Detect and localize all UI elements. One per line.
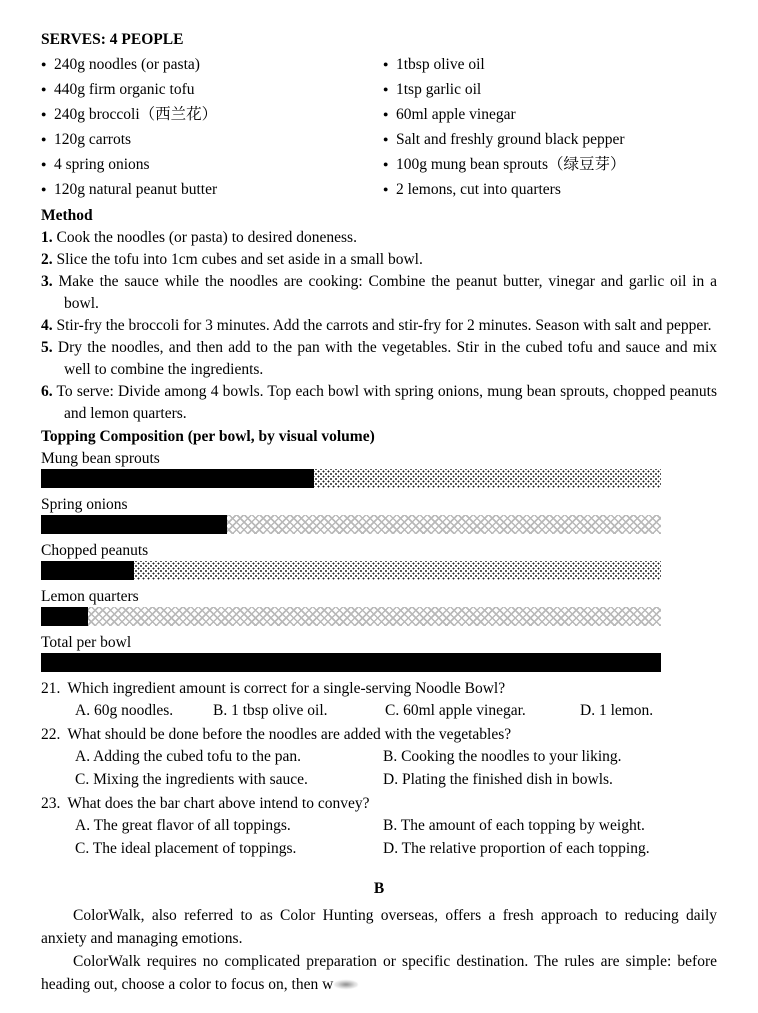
list-item	[41, 128, 383, 153]
method-step	[41, 315, 717, 337]
ingredient-text: 4 spring onions	[54, 156, 150, 173]
question-number: 21.	[41, 680, 61, 697]
option-b: B. The amount of each topping by weight.	[383, 817, 645, 834]
step-number: 1.	[41, 229, 53, 246]
bullet-icon: ●	[41, 159, 47, 169]
option-c: C. 60ml apple vinegar.	[385, 702, 526, 719]
question-text-line	[41, 793, 717, 815]
question-text-line	[41, 678, 717, 700]
list-item	[383, 53, 717, 78]
list-item	[41, 78, 383, 103]
bar-fill	[41, 653, 661, 672]
step-number: 4.	[41, 317, 53, 334]
bar-label: Lemon quarters	[41, 588, 139, 605]
bar-track	[41, 653, 661, 672]
step-number: 6.	[41, 383, 53, 400]
step-number: 5.	[41, 339, 53, 356]
options-grid	[41, 746, 717, 791]
bar-label: Mung bean sprouts	[41, 450, 160, 467]
bar-track	[41, 515, 661, 534]
list-item	[383, 178, 717, 203]
option-c: C. Mixing the ingredients with sauce.	[75, 770, 308, 788]
question-text: Which ingredient amount is correct for a single-serving Noodle Bowl?	[67, 680, 506, 697]
bar-track	[41, 607, 661, 626]
paragraph-text: ColorWalk requires no complicated preparation or specific destination. The rules are simple: before heading out, choose a color to focus on, then w	[41, 953, 717, 993]
ingredient-text: 120g natural peanut butter	[54, 181, 218, 198]
question-21	[41, 678, 717, 722]
section-b-paragraph	[41, 950, 717, 996]
section-b-paragraph: ColorWalk, also referred to as Color Hunting overseas, offers a fresh approach to reducing daily anxiety and managing emotions.	[41, 907, 717, 947]
list-item	[41, 178, 383, 203]
step-text: Stir-fry the broccoli for 3 minutes. Add the carrots and stir-fry for 2 minutes. Season with salt and pepper.	[56, 317, 712, 334]
option-d: D. The relative proportion of each topping.	[383, 839, 650, 857]
question-text-line	[41, 724, 717, 746]
method-step	[41, 227, 717, 249]
bar-label: Spring onions	[41, 496, 128, 513]
step-text: To serve: Divide among 4 bowls. Top each bowl with spring onions, mung bean sprouts, chopped peanuts and lemon quarters.	[56, 383, 717, 422]
list-item	[383, 78, 717, 103]
ingredients-column-left	[41, 53, 383, 203]
bullet-icon: ●	[383, 84, 389, 94]
option-a: A. Adding the cubed tofu to the pan.	[75, 748, 301, 765]
question-number: 23.	[41, 795, 61, 812]
bullet-icon: ●	[383, 59, 389, 69]
option-b: B. 1 tbsp olive oil.	[213, 702, 328, 719]
method-step	[41, 271, 717, 315]
list-item	[383, 153, 717, 178]
bar-fill	[41, 561, 134, 580]
bullet-icon: ●	[41, 134, 47, 144]
ingredients-column-right	[383, 53, 717, 203]
section-b-heading: B	[373, 880, 385, 897]
bar-fill	[41, 469, 314, 488]
ingredients-list	[41, 53, 717, 203]
ingredient-text: 2 lemons, cut into quarters	[396, 181, 561, 198]
bullet-icon: ●	[41, 184, 47, 194]
question-text: What does the bar chart above intend to convey?	[67, 795, 370, 812]
step-number: 2.	[41, 251, 53, 268]
ingredient-text: 1tsp garlic oil	[396, 81, 482, 98]
list-item	[41, 103, 383, 128]
options-row	[41, 700, 717, 722]
step-text: Make the sauce while the noodles are cooking: Combine the peanut butter, vinegar and garlic oil in a bowl.	[58, 273, 717, 312]
bullet-icon: ●	[383, 159, 389, 169]
chart-title: Topping Composition (per bowl, by visual volume)	[41, 428, 375, 445]
ingredient-text: Salt and freshly ground black pepper	[396, 131, 625, 148]
ingredient-text: 240g noodles (or pasta)	[54, 56, 200, 73]
bar-track	[41, 561, 661, 580]
option-d: D. Plating the finished dish in bowls.	[383, 770, 613, 788]
option-d: D. 1 lemon.	[580, 702, 654, 719]
ingredient-text: 100g mung bean sprouts（绿豆芽）	[396, 156, 626, 173]
question-22	[41, 724, 717, 791]
question-23	[41, 793, 717, 860]
option-b: B. Cooking the noodles to your liking.	[383, 748, 622, 765]
bullet-icon: ●	[41, 109, 47, 119]
ingredient-text: 120g carrots	[54, 131, 132, 148]
method-title: Method	[41, 207, 93, 224]
method-steps	[41, 227, 717, 425]
option-a: A. The great flavor of all toppings.	[75, 817, 291, 834]
ingredient-text: 60ml apple vinegar	[396, 106, 516, 123]
method-step	[41, 381, 717, 425]
bullet-icon: ●	[383, 109, 389, 119]
question-number: 22.	[41, 726, 61, 743]
step-number: 3.	[41, 273, 53, 290]
step-text: Dry the noodles, and then add to the pan with the vegetables. Stir in the cubed tofu and sauce and mix well to combine the ingredients.	[57, 339, 718, 378]
option-a: A. 60g noodles.	[75, 702, 174, 719]
bullet-icon: ●	[383, 134, 389, 144]
topping-bar-chart	[41, 448, 717, 672]
ink-smudge	[334, 980, 358, 989]
ingredient-text: 240g broccoli（西兰花）	[54, 106, 218, 123]
ingredient-text: 1tbsp olive oil	[396, 56, 485, 73]
list-item	[383, 103, 717, 128]
options-grid	[41, 815, 717, 860]
bullet-icon: ●	[383, 184, 389, 194]
step-text: Cook the noodles (or pasta) to desired doneness.	[56, 229, 357, 246]
ingredient-text: 440g firm organic tofu	[54, 81, 195, 98]
method-step	[41, 337, 717, 381]
bar-fill	[41, 607, 88, 626]
method-step	[41, 249, 717, 271]
bar-track	[41, 469, 661, 488]
step-text: Slice the tofu into 1cm cubes and set aside in a small bowl.	[56, 251, 423, 268]
serves-title: SERVES: 4 PEOPLE	[41, 31, 184, 48]
list-item	[41, 153, 383, 178]
bullet-icon: ●	[41, 59, 47, 69]
bullet-icon: ●	[41, 84, 47, 94]
list-item	[383, 128, 717, 153]
bar-fill	[41, 515, 227, 534]
bar-label: Total per bowl	[41, 634, 132, 651]
list-item	[41, 53, 383, 78]
bar-label: Chopped peanuts	[41, 542, 149, 559]
question-text: What should be done before the noodles are added with the vegetables?	[67, 726, 512, 743]
option-c: C. The ideal placement of toppings.	[75, 839, 297, 857]
